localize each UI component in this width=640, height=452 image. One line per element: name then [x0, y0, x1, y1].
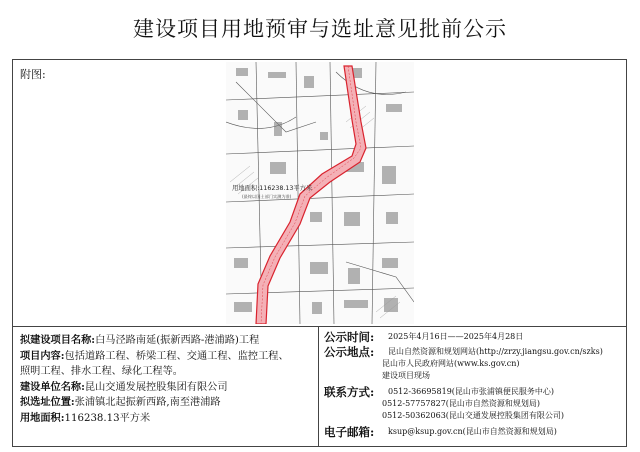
- project-unit-row: [20, 380, 316, 396]
- notice-place-line: 建设项目现场: [382, 371, 430, 380]
- project-content-label: 项目内容:: [20, 349, 65, 362]
- project-content-row: [20, 349, 316, 365]
- notice-phone-line: 0512-57757827(昆山市自然资源和规划局): [382, 399, 541, 408]
- project-area-label: 用地面积:: [20, 411, 65, 424]
- notice-email[interactable]: ksup@ksup.gov.cn(昆山市自然资源和规划局): [388, 427, 557, 436]
- site-map: [226, 62, 414, 324]
- project-area-row: [20, 411, 316, 427]
- project-unit-label: 建设单位名称:: [20, 380, 85, 393]
- project-name: 白马泾路南延(振新西路-港浦路)工程: [95, 335, 260, 346]
- notice-phone-row: [324, 398, 624, 410]
- notice-info: [324, 331, 624, 438]
- area-sub-annotation: (最终以国土部门实测为准): [242, 194, 292, 199]
- project-location-row: [20, 395, 316, 411]
- notice-time-label: 公示时间:: [324, 330, 375, 344]
- project-unit: 昆山交通发展控股集团有限公司: [84, 381, 228, 393]
- notice-place-row: [324, 370, 624, 382]
- project-content-line2: 照明工程、排水工程、绿化工程等。: [20, 366, 183, 378]
- project-location: 张浦镇北起振新西路,南至港浦路: [74, 397, 221, 409]
- notice-place-row: [324, 358, 624, 370]
- project-area: 116238.13平方米: [64, 412, 151, 424]
- page-title: 建设项目用地预审与选址意见批前公示: [133, 17, 507, 41]
- map-background: [226, 62, 414, 324]
- project-content-line1: 包括道路工程、桥梁工程、交通工程、监控工程、: [64, 350, 289, 362]
- notice-place-line[interactable]: 昆山自然资源和规划网站(http://zrzy.jiangsu.gov.cn/szks): [388, 347, 603, 356]
- project-location-label: 拟选址位置:: [20, 396, 75, 409]
- notice-time: 2025年4月16日——2025年4月28日: [388, 332, 524, 341]
- notice-email-row: [324, 426, 624, 438]
- notice-phone-label: 联系方式:: [324, 385, 375, 399]
- notice-place-label: 公示地点:: [324, 345, 375, 359]
- project-content-row-2: [20, 364, 316, 380]
- section-divider: [12, 326, 627, 327]
- area-annotation: 用地面积:116238.13平方米: [232, 185, 313, 192]
- project-info: [20, 333, 316, 427]
- notice-place-row: [324, 346, 624, 358]
- notice-place-line[interactable]: 昆山市人民政府网站(www.ks.gov.cn): [382, 359, 520, 368]
- figure-label: 附图:: [20, 68, 46, 81]
- column-divider: [318, 326, 319, 447]
- project-name-label: 拟建设项目名称:: [20, 334, 96, 346]
- notice-phone-line: 0512-36695819(昆山市张浦镇便民服务中心): [388, 387, 555, 396]
- notice-phone-row: [324, 410, 624, 422]
- notice-time-row: [324, 331, 624, 343]
- notice-phone-row: [324, 386, 624, 398]
- project-name-row: [20, 333, 316, 349]
- notice-email-label: 电子邮箱:: [324, 425, 375, 439]
- notice-phone-line: 0512-50362063(昆山交通发展控股集团有限公司): [382, 411, 565, 420]
